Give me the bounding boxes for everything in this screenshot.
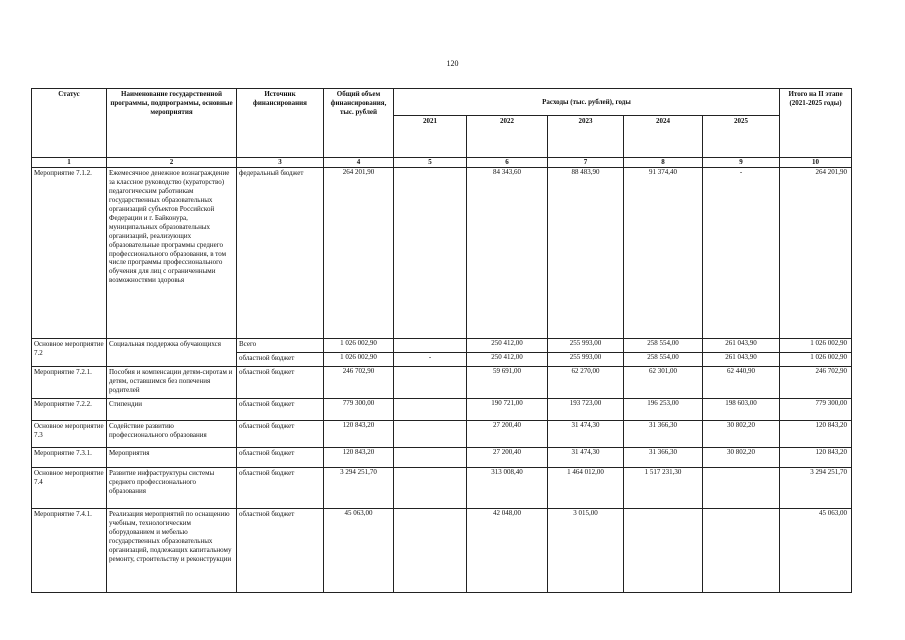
row-status: Основное мероприятие 7.2 — [32, 338, 107, 366]
header-total: Общий объем финансирования, тыс. рублей — [324, 89, 394, 158]
row-y2024: 196 253,00 — [624, 398, 703, 420]
row-y2024: 31 366,30 — [624, 447, 703, 467]
row-name: Развитие инфраструктуры системы среднего профессионального образования — [107, 467, 237, 508]
row-y2025: 261 043,90 — [703, 338, 780, 352]
row-y2024: 62 301,00 — [624, 366, 703, 398]
header-expenses: Расходы (тыс. рублей), годы — [394, 89, 780, 116]
row-y2025: - — [703, 167, 780, 338]
row-y2025 — [703, 508, 780, 592]
row-source: федеральный бюджет — [237, 167, 324, 338]
row-y2024 — [624, 508, 703, 592]
row-stage-total: 1 026 002,90 — [780, 352, 852, 366]
row-y2022: 190 721,00 — [467, 398, 548, 420]
row-y2025: 62 440,90 — [703, 366, 780, 398]
row-y2021 — [394, 338, 467, 352]
row-y2021 — [394, 420, 467, 447]
row-status: Мероприятие 7.1.2. — [32, 167, 107, 338]
table-row — [32, 366, 852, 398]
row-y2025: 30 802,20 — [703, 420, 780, 447]
row-stage-total: 1 026 002,90 — [780, 338, 852, 352]
row-y2023: 255 993,00 — [548, 352, 624, 366]
row-y2022: 42 048,00 — [467, 508, 548, 592]
header-year: 2024 — [624, 116, 703, 158]
row-source: областной бюджет — [237, 420, 324, 447]
row-y2024: 258 554,00 — [624, 352, 703, 366]
row-y2023: 1 464 012,00 — [548, 467, 624, 508]
table-row — [32, 467, 852, 508]
row-stage-total: 246 702,90 — [780, 366, 852, 398]
row-name: Ежемесячное денежное вознаграждение за классное руководство (кураторство) педагогическим работникам государственных образовательных организаций субъектов Российской Федерации и г. Байконура, муниципальных образовательных организаций, реализующих образовательные программы среднего профессионального образования, в том числе программы профессионального обучения для лиц с ограниченными возможностями здоровья — [107, 167, 237, 338]
row-name: Содействие развитию профессионального образования — [107, 420, 237, 447]
column-number: 1 — [32, 158, 107, 168]
table-row — [32, 338, 852, 352]
header-year: 2025 — [703, 116, 780, 158]
row-y2022: 84 343,60 — [467, 167, 548, 338]
row-y2021 — [394, 467, 467, 508]
row-y2021 — [394, 398, 467, 420]
row-y2022: 59 691,00 — [467, 366, 548, 398]
row-y2022: 250 412,00 — [467, 352, 548, 366]
row-total: 1 026 002,90 — [324, 352, 394, 366]
table-row — [32, 447, 852, 467]
row-source: областной бюджет — [237, 398, 324, 420]
column-number: 5 — [394, 158, 467, 168]
column-number: 10 — [780, 158, 852, 168]
row-status: Мероприятие 7.4.1. — [32, 508, 107, 592]
header-year: 2021 — [394, 116, 467, 158]
row-y2024: 31 366,30 — [624, 420, 703, 447]
row-y2021 — [394, 508, 467, 592]
row-stage-total: 120 843,20 — [780, 420, 852, 447]
financing-table — [31, 88, 852, 593]
row-y2025 — [703, 467, 780, 508]
row-name: Стипендии — [107, 398, 237, 420]
column-number: 8 — [624, 158, 703, 168]
row-stage-total: 45 063,00 — [780, 508, 852, 592]
row-y2025: 198 603,00 — [703, 398, 780, 420]
row-y2022: 27 200,40 — [467, 420, 548, 447]
row-name: Социальная поддержка обучающихся — [107, 338, 237, 366]
column-number: 6 — [467, 158, 548, 168]
column-number: 9 — [703, 158, 780, 168]
row-y2021 — [394, 447, 467, 467]
row-total: 45 063,00 — [324, 508, 394, 592]
row-total: 120 843,20 — [324, 447, 394, 467]
row-stage-total: 264 201,90 — [780, 167, 852, 338]
row-status: Мероприятие 7.2.2. — [32, 398, 107, 420]
row-y2024: 258 554,00 — [624, 338, 703, 352]
row-total: 120 843,20 — [324, 420, 394, 447]
row-source: областной бюджет — [237, 467, 324, 508]
header-name: Наименование государственной программы, подпрограммы, основные мероприятия — [107, 89, 237, 158]
row-status: Основное мероприятие 7.4 — [32, 467, 107, 508]
row-name: Мероприятия — [107, 447, 237, 467]
header-status: Статус — [32, 89, 107, 158]
header-year: 2023 — [548, 116, 624, 158]
row-y2023: 3 015,00 — [548, 508, 624, 592]
column-number: 3 — [237, 158, 324, 168]
row-total: 779 300,00 — [324, 398, 394, 420]
row-y2022: 250 412,00 — [467, 338, 548, 352]
header-year: 2022 — [467, 116, 548, 158]
header-source: Источник финансирования — [237, 89, 324, 158]
row-stage-total: 3 294 251,70 — [780, 467, 852, 508]
row-y2022: 313 008,40 — [467, 467, 548, 508]
table-row — [32, 398, 852, 420]
row-y2024: 1 517 231,30 — [624, 467, 703, 508]
row-total: 246 702,90 — [324, 366, 394, 398]
row-total: 1 026 002,90 — [324, 338, 394, 352]
row-y2021 — [394, 366, 467, 398]
row-y2021 — [394, 167, 467, 338]
column-number: 2 — [107, 158, 237, 168]
row-y2023: 31 474,30 — [548, 420, 624, 447]
row-y2023: 88 483,90 — [548, 167, 624, 338]
column-number: 4 — [324, 158, 394, 168]
row-source: областной бюджет — [237, 508, 324, 592]
row-status: Основное мероприятие 7.3 — [32, 420, 107, 447]
row-y2023: 31 474,30 — [548, 447, 624, 467]
table-row — [32, 167, 852, 338]
row-status: Мероприятие 7.2.1. — [32, 366, 107, 398]
row-stage-total: 779 300,00 — [780, 398, 852, 420]
row-y2025: 30 802,20 — [703, 447, 780, 467]
row-y2025: 261 043,90 — [703, 352, 780, 366]
row-y2023: 255 993,00 — [548, 338, 624, 352]
table-row — [32, 420, 852, 447]
row-name: Реализация мероприятий по оснащению учебным, технологическим оборудованием и мебелью государственных образовательных организаций, подлежащих капитальному ремонту, строительству и реконструкции — [107, 508, 237, 592]
column-number: 7 — [548, 158, 624, 168]
table-row — [32, 508, 852, 592]
row-source: областной бюджет — [237, 366, 324, 398]
row-status: Мероприятие 7.3.1. — [32, 447, 107, 467]
row-name: Пособия и компенсации детям-сиротам и детям, оставшимся без попечения родителей — [107, 366, 237, 398]
page-number: 120 — [446, 59, 459, 68]
row-total: 264 201,90 — [324, 167, 394, 338]
row-source: Всего — [237, 338, 324, 352]
row-y2023: 193 723,00 — [548, 398, 624, 420]
row-source: областной бюджет — [237, 352, 324, 366]
header-stage-total: Итого на II этапе (2021-2025 годы) — [780, 89, 852, 158]
row-source: областной бюджет — [237, 447, 324, 467]
row-y2021: - — [394, 352, 467, 366]
row-y2023: 62 270,00 — [548, 366, 624, 398]
row-stage-total: 120 843,20 — [780, 447, 852, 467]
row-total: 3 294 251,70 — [324, 467, 394, 508]
row-y2024: 91 374,40 — [624, 167, 703, 338]
row-y2022: 27 200,40 — [467, 447, 548, 467]
